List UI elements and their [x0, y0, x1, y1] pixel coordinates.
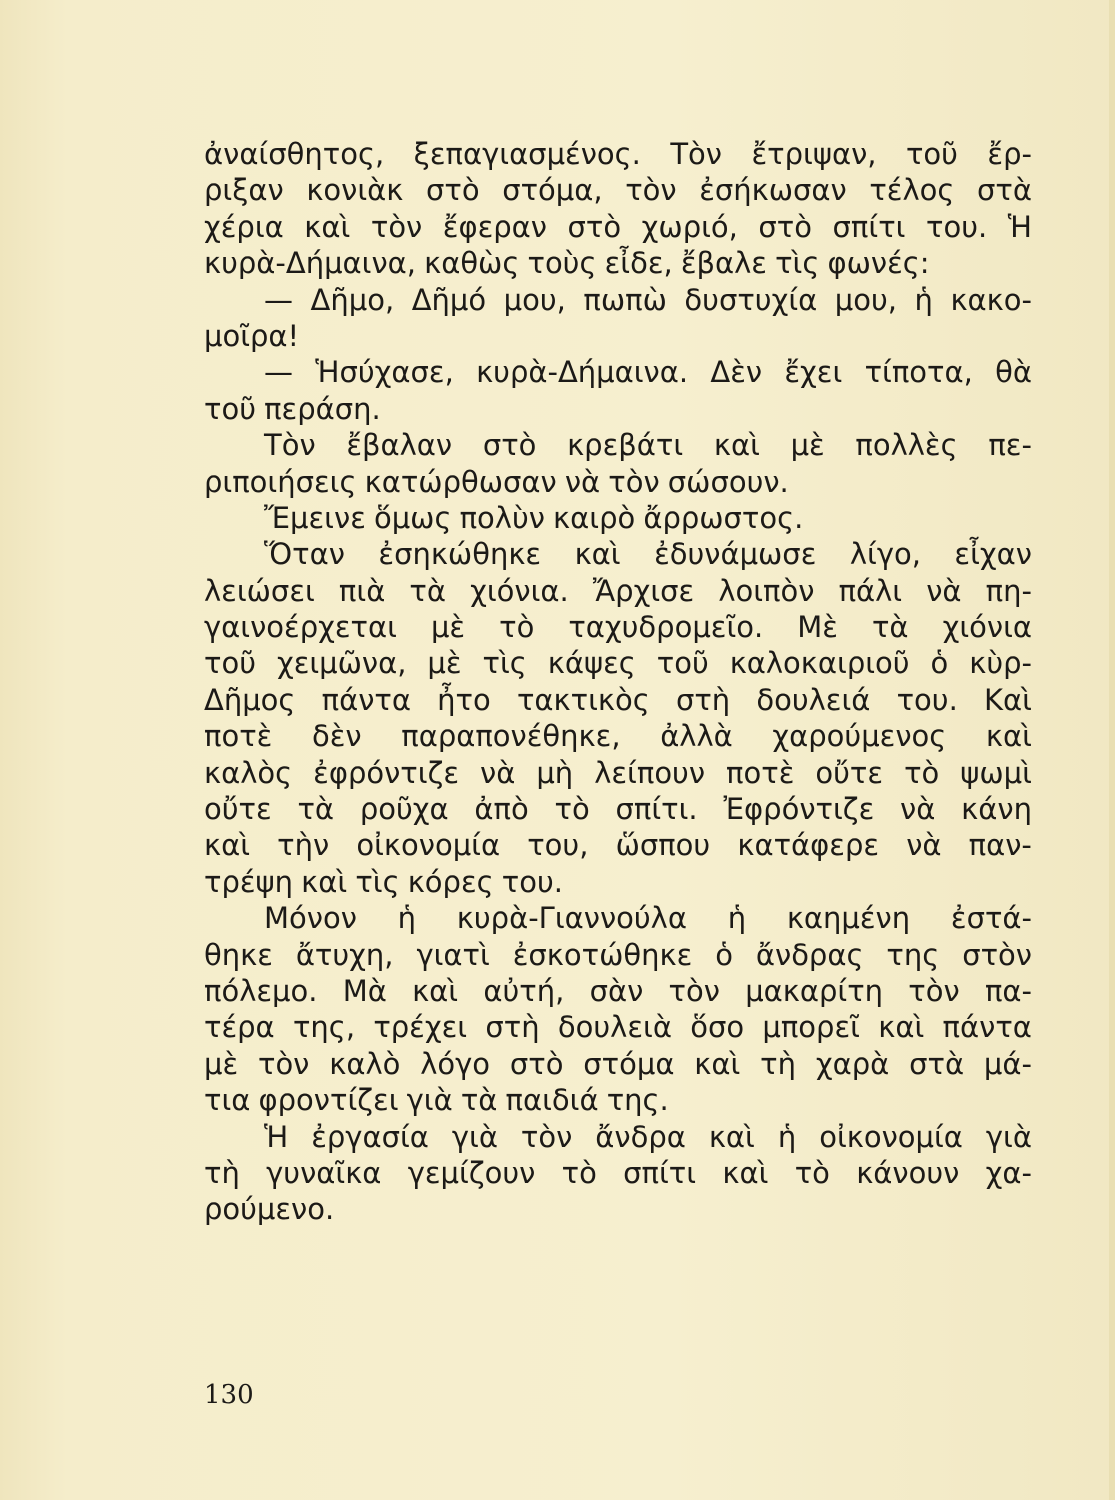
paragraph: [204, 536, 1032, 900]
paragraph: [204, 1119, 1032, 1228]
text-line: τια φροντίζει γιὰ τὰ παιδιά της.: [204, 1083, 669, 1118]
text-line: τέρα της, τρέχει στὴ δουλειὰ ὅσο μπορεῖ καὶ πάντα: [204, 1010, 1032, 1045]
text-line: ριξαν κονιὰκ στὸ στόμα, τὸν ἐσήκωσαν τέλος στὰ: [204, 173, 1032, 208]
text-line: μοῖρα!: [204, 318, 300, 353]
body-text: [204, 136, 1032, 1228]
text-line: ποτὲ δὲν παραπονέθηκε, ἀλλὰ χαρούμενος καὶ: [204, 719, 1032, 754]
text-line: οὔτε τὰ ροῦχα ἀπὸ τὸ σπίτι. Ἐφρόντιζε νὰ κάνη: [204, 792, 1032, 827]
text-line: — Ἡσύχασε, κυρὰ-Δήμαινα. Δὲν ἔχει τίποτα, θὰ: [264, 355, 1032, 390]
text-line: Ἔμεινε ὅμως πολὺν καιρὸ ἄρρωστος.: [264, 500, 804, 535]
text-line: κυρὰ-Δήμαινα, καθὼς τοὺς εἶδε, ἔβαλε τὶς φωνές:: [204, 246, 930, 281]
text-line: χέρια καὶ τὸν ἔφεραν στὸ χωριό, στὸ σπίτι του. Ἡ: [204, 209, 1032, 244]
paragraph: [204, 282, 1032, 355]
text-line: καλὸς ἐφρόντιζε νὰ μὴ λείπουν ποτὲ οὔτε τὸ ψωμὶ: [204, 755, 1032, 790]
page-edge: [1109, 0, 1115, 1500]
text-line: λειώσει πιὰ τὰ χιόνια. Ἄρχισε λοιπὸν πάλι νὰ πη-: [204, 573, 1032, 608]
text-line: Δῆμος πάντα ἦτο τακτικὸς στὴ δουλειά του. Καὶ: [204, 682, 1032, 717]
paragraph: [204, 354, 1032, 427]
text-line: Τὸν ἔβαλαν στὸ κρεβάτι καὶ μὲ πολλὲς πε-: [264, 428, 1032, 463]
text-line: ἀναίσθητος, ξεπαγιασμένος. Τὸν ἔτριψαν, τοῦ ἔρ-: [204, 137, 1032, 171]
text-line: τρέψη καὶ τὶς κόρες του.: [204, 864, 563, 899]
text-line: τὴ γυναῖκα γεμίζουν τὸ σπίτι καὶ τὸ κάνουν χα-: [204, 1155, 1032, 1190]
paragraph: [204, 136, 1032, 282]
text-line: καὶ τὴν οἰκονομία του, ὥσπου κατάφερε νὰ παν-: [204, 828, 1032, 863]
paragraph: [204, 427, 1032, 500]
text-line: θηκε ἄτυχη, γιατὶ ἐσκοτώθηκε ὁ ἄνδρας της στὸν: [204, 937, 1032, 972]
paragraph: [204, 900, 1032, 1118]
text-line: Ἡ ἐργασία γιὰ τὸν ἄνδρα καὶ ἡ οἰκονομία γιὰ: [264, 1119, 1032, 1154]
text-line: πόλεμο. Μὰ καὶ αὐτή, σὰν τὸν μακαρίτη τὸν πα-: [204, 973, 1032, 1008]
text-line: — Δῆμο, Δῆμό μου, πωπὼ δυστυχία μου, ἡ κακο-: [264, 282, 1032, 317]
text-line: τοῦ χειμῶνα, μὲ τὶς κάψες τοῦ καλοκαιριοῦ ὁ κὺρ-: [204, 646, 1032, 681]
text-line: μὲ τὸν καλὸ λόγο στὸ στόμα καὶ τὴ χαρὰ στὰ μά-: [204, 1046, 1032, 1081]
page-number: 130: [204, 1380, 254, 1410]
text-line: ριποιήσεις κατώρθωσαν νὰ τὸν σώσουν.: [204, 464, 789, 499]
text-line: τοῦ περάση.: [204, 391, 381, 426]
paragraph: [204, 500, 1032, 536]
text-line: γαινοέρχεται μὲ τὸ ταχυδρομεῖο. Μὲ τὰ χιόνια: [204, 610, 1032, 645]
text-line: Ὅταν ἐσηκώθηκε καὶ ἐδυνάμωσε λίγο, εἶχαν: [264, 537, 1032, 572]
text-line: Μόνον ἡ κυρὰ-Γιαννούλα ἡ καημένη ἐστά-: [264, 901, 1032, 936]
text-line: ρούμενο.: [204, 1192, 335, 1227]
